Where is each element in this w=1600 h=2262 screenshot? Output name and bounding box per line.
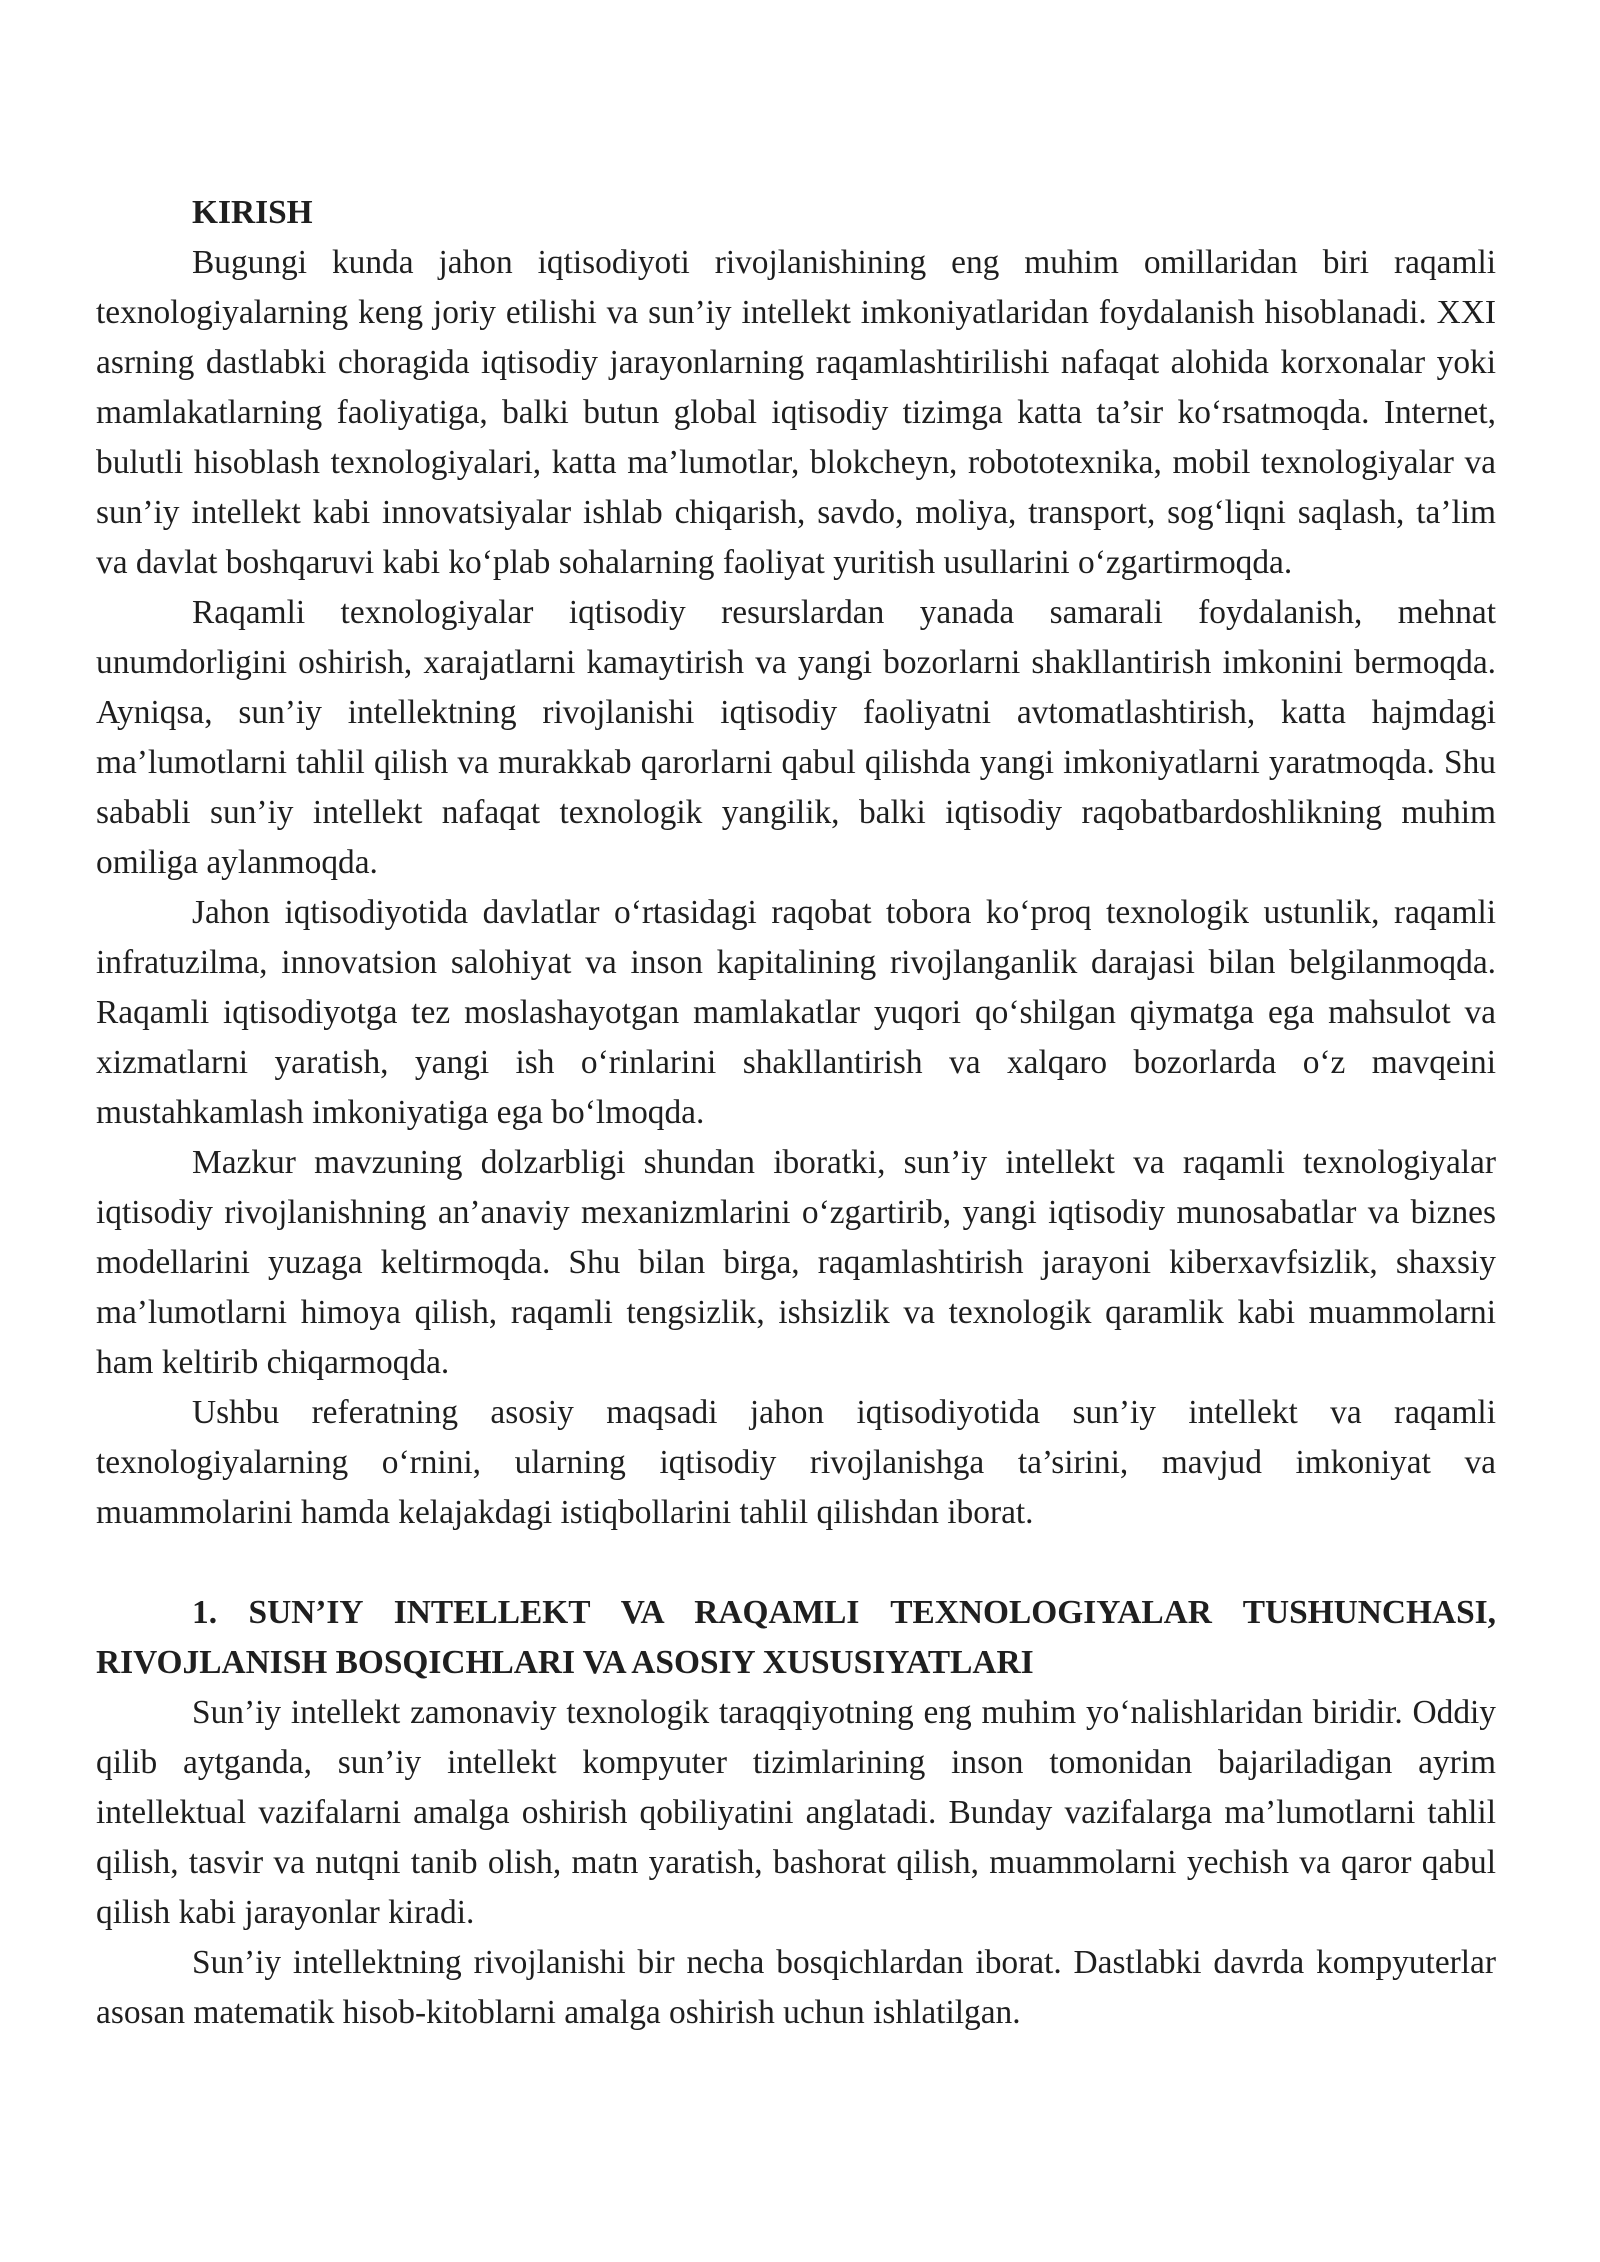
intro-paragraph-3: Jahon iqtisodiyotida davlatlar o‘rtasidagi raqobat tobora ko‘proq texnologik ustunlik, raqamli infratuzilma, innovatsion salohiyat va inson kapitalining rivojlanganlik darajasi bilan belgilanmoqda. Raqamli iqtisodiyotga tez moslashayotgan mamlakatlar yuqori qo‘shilgan qiymatga ega mahsulot va xizmatlarni yaratish, yangi ish o‘rinlarini shakllantirish va xalqaro bozorlarda o‘z mavqeini mustahkamlash imkoniyatiga ega bo‘lmoqda. — [96, 894, 1496, 1131]
intro-paragraph-1: Bugungi kunda jahon iqtisodiyoti rivojlanishining eng muhim omillaridan biri raqamli texnologiyalarning keng joriy etilishi va sun’iy intellekt imkoniyatlaridan foydalanish hisoblanadi. XXI asrning dastlabki choragida iqtisodiy jarayonlarning raqamlashtirilishi nafaqat alohida korxonalar yoki mamlakatlarning faoliyatiga, balki butun global iqtisodiy tizimga katta ta’sir ko‘rsatmoqda. Internet, bulutli hisoblash texnologiyalari, katta ma’lumotlar, blokcheyn, robototexnika, mobil texnologiyalar va sun’iy intellekt kabi innovatsiyalar ishlab chiqarish, savdo, moliya, transport, sog‘liqni saqlash, ta’lim va davlat boshqaruvi kabi ko‘plab sohalarning faoliyat yuritish usullarini o‘zgartirmoqda. — [96, 244, 1496, 581]
intro-paragraph-4: Mazkur mavzuning dolzarbligi shundan iboratki, sun’iy intellekt va raqamli texnologiyalar iqtisodiy rivojlanishning an’anaviy mexanizmlarini o‘zgartirib, yangi iqtisodiy munosabatlar va biznes modellarini yuzaga keltirmoqda. Shu bilan birga, raqamlashtirish jarayoni kiberxavfsizlik, shaxsiy ma’lumotlarni himoya qilish, raqamli tengsizlik, ishsizlik va texnologik qaramlik kabi muammolarni ham keltirib chiqarmoqda. — [96, 1144, 1496, 1381]
intro-paragraph-5: Ushbu referatning asosiy maqsadi jahon iqtisodiyotida sun’iy intellekt va raqamli texnologiyalarning o‘rnini, ularning iqtisodiy rivojlanishga ta’sirini, mavjud imkoniyat va muammolarini hamda kelajakdagi istiqbollarini tahlil qilishdan iborat. — [96, 1394, 1496, 1531]
intro-heading: KIRISH — [192, 194, 313, 231]
section-1-heading: 1. SUN’IY INTELLEKT VA RAQAMLI TEXNOLOGIYALAR TUSHUNCHASI, RIVOJLANISH BOSQICHLARI VA ASOSIY XUSUSIYATLARI — [96, 1594, 1496, 1681]
section-1-paragraph-1: Sun’iy intellekt zamonaviy texnologik taraqqiyotning eng muhim yo‘nalishlaridan biridir. Oddiy qilib aytganda, sun’iy intellekt kompyuter tizimlarining inson tomonidan bajariladigan ayrim intellektual vazifalarni amalga oshirish qobiliyatini anglatadi. Bunday vazifalarga ma’lumotlarni tahlil qilish, tasvir va nutqni tanib olish, matn yaratish, bashorat qilish, muammolarni yechish va qaror qabul qilish kabi jarayonlar kiradi. — [96, 1694, 1496, 1931]
intro-paragraph-2: Raqamli texnologiyalar iqtisodiy resurslardan yanada samarali foydalanish, mehnat unumdorligini oshirish, xarajatlarni kamaytirish va yangi bozorlarni shakllantirish imkonini bermoqda. Ayniqsa, sun’iy intellektning rivojlanishi iqtisodiy faoliyatni avtomatlashtirish, katta hajmdagi ma’lumotlarni tahlil qilish va murakkab qarorlarni qabul qilishda yangi imkoniyatlarni yaratmoqda. Shu sababli sun’iy intellekt nafaqat texnologik yangilik, balki iqtisodiy raqobatbardoshlikning muhim omiliga aylanmoqda. — [96, 594, 1496, 881]
document-page — [96, 188, 1496, 2038]
section-1-paragraph-2: Sun’iy intellektning rivojlanishi bir necha bosqichlardan iborat. Dastlabki davrda kompyuterlar asosan matematik hisob-kitoblarni amalga oshirish uchun ishlatilgan. — [96, 1944, 1496, 2031]
